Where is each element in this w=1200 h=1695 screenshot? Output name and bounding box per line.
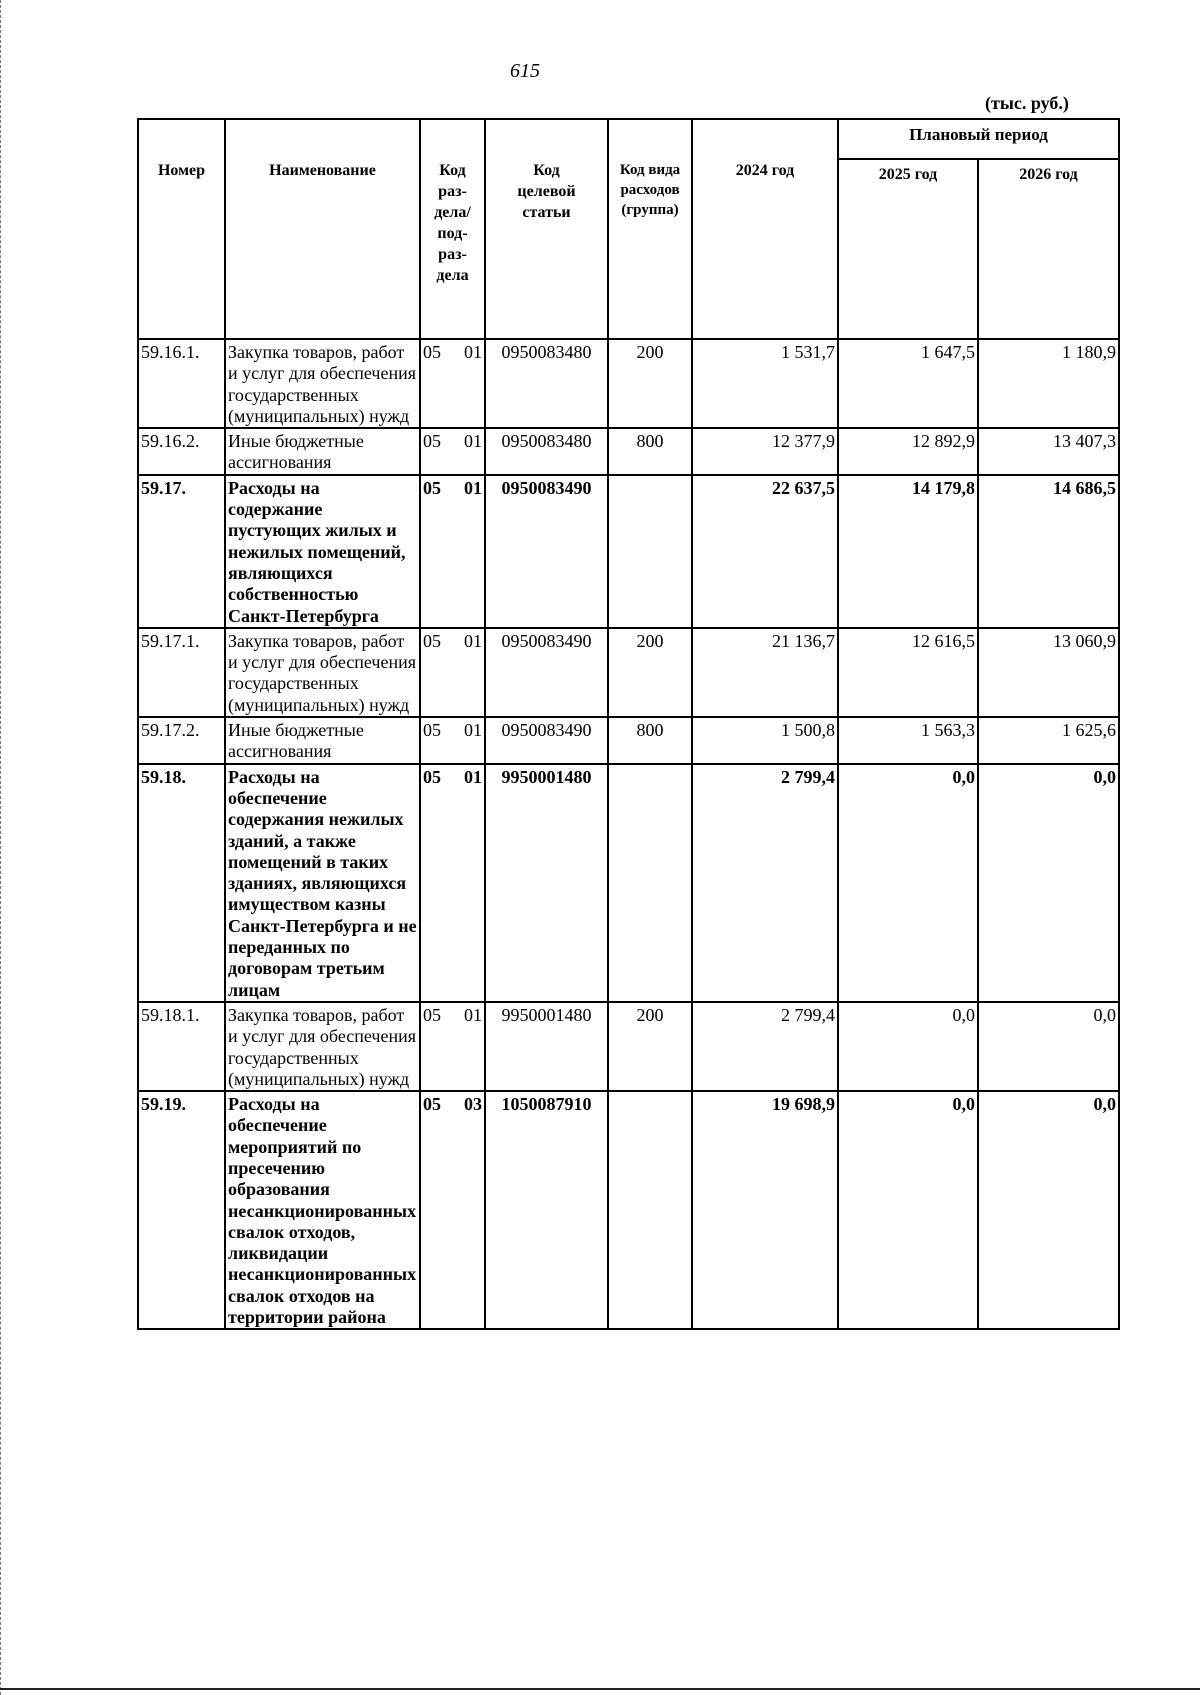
razdel-code: 05 — [423, 431, 441, 452]
table-row — [138, 1002, 1119, 1091]
table-row — [138, 475, 1119, 628]
row-target-code: 1050087910 — [485, 1091, 608, 1329]
header-name: Наименование — [225, 119, 420, 339]
table-body — [138, 339, 1119, 1329]
razdel-code: 05 — [423, 1004, 441, 1025]
row-amount-2026: 0,0 — [978, 764, 1119, 1002]
scan-bottom-edge — [0, 1688, 1200, 1690]
row-target-code: 0950083490 — [485, 717, 608, 764]
row-expense-type — [608, 1091, 692, 1329]
budget-table — [137, 118, 1120, 1330]
row-amount-2024: 2 799,4 — [692, 764, 838, 1002]
row-number: 59.17.1. — [138, 628, 225, 717]
header-2026: 2026 год — [978, 159, 1119, 339]
razdel-code: 05 — [423, 766, 441, 787]
table-header — [138, 119, 1119, 339]
row-expense-type — [608, 475, 692, 628]
row-amount-2025: 12 616,5 — [838, 628, 978, 717]
units-label: (тыс. руб.) — [985, 93, 1069, 113]
row-number: 59.19. — [138, 1091, 225, 1329]
row-razdel — [420, 1002, 485, 1091]
row-amount-2026: 1 625,6 — [978, 717, 1119, 764]
row-amount-2026: 0,0 — [978, 1002, 1119, 1091]
row-expense-type: 800 — [608, 717, 692, 764]
row-expense-type — [608, 764, 692, 1002]
podrazdel-code: 01 — [464, 1004, 482, 1025]
row-target-code: 0950083490 — [485, 475, 608, 628]
header-plan-period: Плановый период — [838, 119, 1119, 159]
row-amount-2025: 1 563,3 — [838, 717, 978, 764]
row-number: 59.18. — [138, 764, 225, 1002]
podrazdel-code: 01 — [464, 477, 482, 498]
row-number: 59.18.1. — [138, 1002, 225, 1091]
row-name: Расходы на содержание пустующих жилых и нежилых помещений, являющихся собственностью Санкт-Петербурга — [225, 475, 420, 628]
table-row — [138, 628, 1119, 717]
table-row — [138, 428, 1119, 475]
row-razdel — [420, 428, 485, 475]
razdel-code: 05 — [423, 720, 441, 741]
row-name: Расходы на обеспечение содержания нежилых зданий, а также помещений в таких зданиях, являющихся имуществом казны Санкт-Петербурга и не переданных по договорам третьим лицам — [225, 764, 420, 1002]
razdel-code: 05 — [423, 342, 441, 362]
row-amount-2025: 1 647,5 — [838, 339, 978, 428]
row-razdel — [420, 1091, 485, 1329]
row-razdel — [420, 475, 485, 628]
row-name: Расходы на обеспечение мероприятий по пресечению образования несанкционированных свалок отходов, ликвидации несанкционированных свалок отходов на территории района — [225, 1091, 420, 1329]
razdel-code: 05 — [423, 477, 441, 498]
podrazdel-code: 01 — [464, 630, 482, 651]
row-amount-2025: 12 892,9 — [838, 428, 978, 475]
row-razdel — [420, 628, 485, 717]
header-2024: 2024 год — [692, 119, 838, 339]
row-amount-2024: 1 531,7 — [692, 339, 838, 428]
row-number: 59.17. — [138, 475, 225, 628]
row-amount-2025: 0,0 — [838, 1091, 978, 1329]
row-amount-2026: 0,0 — [978, 1091, 1119, 1329]
row-name: Иные бюджетные ассигнования — [225, 428, 420, 475]
podrazdel-code: 01 — [464, 431, 482, 452]
table-row — [138, 339, 1119, 428]
row-amount-2026: 1 180,9 — [978, 339, 1119, 428]
podrazdel-code: 01 — [464, 342, 482, 362]
row-amount-2026: 13 407,3 — [978, 428, 1119, 475]
scan-left-edge — [0, 0, 1, 1695]
header-celevaya: Код целевой статьи — [485, 119, 608, 339]
page-number: 615 — [510, 60, 540, 82]
row-target-code: 9950001480 — [485, 1002, 608, 1091]
row-razdel — [420, 764, 485, 1002]
row-amount-2026: 14 686,5 — [978, 475, 1119, 628]
row-amount-2024: 12 377,9 — [692, 428, 838, 475]
row-amount-2024: 19 698,9 — [692, 1091, 838, 1329]
row-razdel — [420, 717, 485, 764]
table-row — [138, 717, 1119, 764]
row-expense-type: 200 — [608, 1002, 692, 1091]
razdel-code: 05 — [423, 630, 441, 651]
row-amount-2024: 1 500,8 — [692, 717, 838, 764]
row-number: 59.17.2. — [138, 717, 225, 764]
row-name: Закупка товаров, работ и услуг для обеспечения государственных (муниципальных) нужд — [225, 1002, 420, 1091]
row-number: 59.16.1. — [138, 339, 225, 428]
row-amount-2024: 21 136,7 — [692, 628, 838, 717]
header-number: Номер — [138, 119, 225, 339]
row-target-code: 9950001480 — [485, 764, 608, 1002]
row-amount-2024: 22 637,5 — [692, 475, 838, 628]
row-amount-2026: 13 060,9 — [978, 628, 1119, 717]
row-name: Закупка товаров, работ и услуг для обеспечения государственных (муниципальных) нужд — [225, 339, 420, 428]
row-target-code: 0950083490 — [485, 628, 608, 717]
podrazdel-code: 01 — [464, 720, 482, 741]
header-2025: 2025 год — [838, 159, 978, 339]
header-razdel: Код раз-дела/ под-раз-дела — [420, 119, 485, 339]
row-razdel — [420, 339, 485, 428]
razdel-code: 05 — [423, 1094, 441, 1115]
row-number: 59.16.2. — [138, 428, 225, 475]
row-name: Иные бюджетные ассигнования — [225, 717, 420, 764]
row-expense-type: 800 — [608, 428, 692, 475]
podrazdel-code: 01 — [464, 766, 482, 787]
row-amount-2025: 0,0 — [838, 1002, 978, 1091]
table-row — [138, 764, 1119, 1002]
podrazdel-code: 03 — [464, 1094, 482, 1115]
row-expense-type: 200 — [608, 628, 692, 717]
row-target-code: 0950083480 — [485, 428, 608, 475]
row-target-code: 0950083480 — [485, 339, 608, 428]
row-amount-2025: 14 179,8 — [838, 475, 978, 628]
table-row — [138, 1091, 1119, 1329]
row-amount-2024: 2 799,4 — [692, 1002, 838, 1091]
header-vid: Код вида расходов (группа) — [608, 119, 692, 339]
row-expense-type: 200 — [608, 339, 692, 428]
row-amount-2025: 0,0 — [838, 764, 978, 1002]
row-name: Закупка товаров, работ и услуг для обеспечения государственных (муниципальных) нужд — [225, 628, 420, 717]
